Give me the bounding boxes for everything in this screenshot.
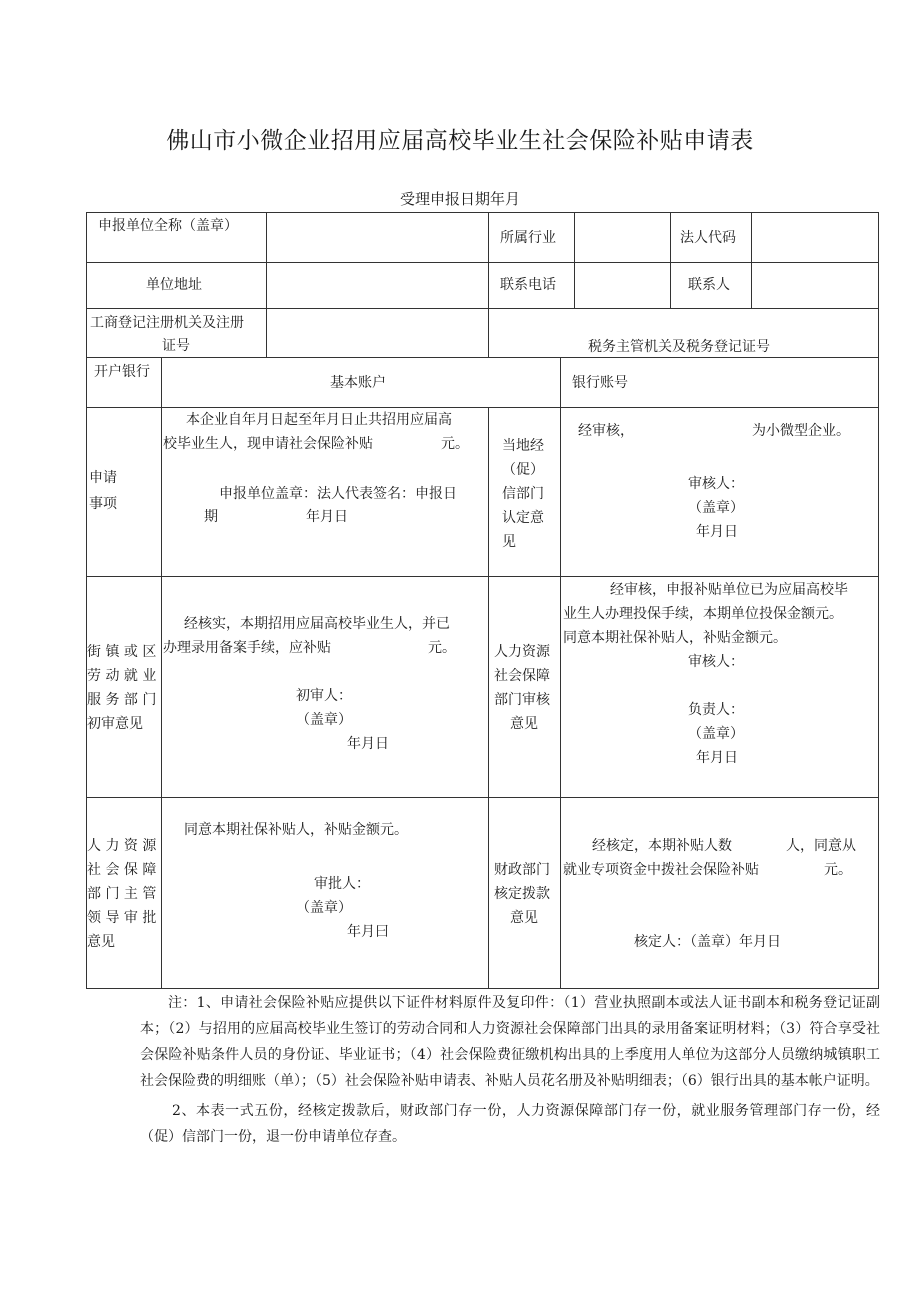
street-dept-label: 街 镇 或 区 — [87, 644, 157, 660]
econ-seal: （盖章） — [688, 500, 744, 516]
verification-text: 经核实，本期招用应届高校毕业生人，并已 — [184, 616, 450, 632]
address-label: 单位地址 — [146, 277, 202, 293]
finance-dept-label: 意见 — [510, 910, 538, 926]
applicant-signature-line: 申报单位盖章：法人代表签名：申报日 — [219, 486, 457, 502]
first-reviewer: 初审人： — [296, 688, 352, 704]
approval-seal: （盖章） — [296, 900, 352, 916]
icr-number-field[interactable] — [267, 309, 487, 356]
hrss-responsible: 负责人： — [688, 702, 744, 718]
industry-field[interactable] — [575, 213, 669, 261]
econ-dept-label: 当地经 — [502, 438, 544, 454]
application-items-label: 申请 — [89, 470, 117, 486]
econ-dept-label: 信部门 — [502, 486, 544, 502]
col-divider — [161, 357, 162, 407]
bank-label: 开户银行 — [94, 364, 150, 380]
legal-code-label: 法人代码 — [680, 230, 736, 246]
application-text: 校毕业生人，现申请社会保险补贴 — [163, 436, 373, 452]
col-divider — [488, 212, 489, 308]
contact-label: 联系人 — [688, 277, 730, 293]
hrss-date: 年月日 — [696, 750, 738, 766]
hrss-review-label: 人力资源 — [494, 644, 550, 660]
industry-label: 所属行业 — [500, 230, 556, 246]
unit-name-label: 申报单位全称（盖章） — [98, 218, 238, 234]
applicant-date: 年月日 — [306, 509, 348, 525]
hrss-review-label: 意见 — [510, 716, 538, 732]
first-review-seal: （盖章） — [296, 712, 352, 728]
econ-review-text: 经审核， — [578, 423, 634, 439]
hrss-review-text: 同意本期社保补贴人，补贴金额元。 — [563, 630, 787, 646]
approval-date: 年月曰 — [347, 924, 389, 940]
econ-dept-label: 认定意 — [502, 510, 544, 526]
hrss-seal: （盖章） — [688, 726, 744, 742]
notes — [140, 990, 880, 1150]
econ-dept-label: 见 — [502, 534, 516, 550]
finance-text: 就业专项资金中拨社会保险补贴 — [563, 862, 759, 878]
applicant-date-prefix: 期 — [204, 509, 218, 525]
col-divider — [488, 407, 489, 988]
application-text-unit: 元。 — [441, 436, 469, 452]
hrss-review-text: 业生人办理投保手续，本期单位投保金额元。 — [563, 606, 843, 622]
econ-review-text: 为小微型企业。 — [752, 423, 850, 439]
approver: 审批人： — [314, 876, 370, 892]
econ-date: 年月日 — [696, 524, 738, 540]
hrss-leader-label: 部 门 主 管 — [87, 886, 157, 902]
row-divider — [86, 576, 879, 577]
col-divider — [670, 212, 671, 308]
econ-reviewer: 审核人： — [688, 476, 744, 492]
finance-text: 经核定，本期补贴人数 — [592, 838, 732, 854]
icr-label-line2: 证号 — [162, 338, 190, 354]
street-dept-label: 服 务 部 门 — [87, 692, 157, 708]
icr-label-line1: 工商登记注册机关及注册 — [90, 315, 244, 331]
hrss-review-label: 社会保障 — [494, 668, 550, 684]
tax-registration-label: 税务主管机关及税务登记证号 — [588, 339, 770, 355]
hrss-leader-label: 领 导 审 批 — [87, 910, 157, 926]
finance-text-unit: 元。 — [824, 862, 852, 878]
first-review-date: 年月日 — [347, 736, 389, 752]
col-divider — [560, 407, 561, 988]
table-border-right — [878, 212, 879, 989]
hrss-leader-label: 社 会 保 障 — [87, 862, 157, 878]
basic-account-label: 基本账户 — [330, 375, 386, 391]
row-divider — [86, 797, 879, 798]
phone-field[interactable] — [575, 263, 669, 307]
finance-text: 人，同意从 — [786, 838, 856, 854]
econ-dept-label: （促） — [502, 462, 544, 478]
street-dept-label: 劳 动 就 业 — [87, 668, 157, 684]
page-title: 佛山市小微企业招用应届高校毕业生社会保险补贴申请表 — [166, 128, 754, 154]
filing-date-line: 受理申报日期年月 — [399, 190, 520, 208]
finance-verifier: 核定人：（盖章）年月日 — [634, 934, 781, 950]
hrss-leader-label: 意见 — [87, 934, 115, 950]
application-items-label: 事项 — [89, 496, 117, 512]
col-divider — [560, 357, 561, 407]
bank-account-label: 银行账号 — [572, 375, 628, 391]
approval-text: 同意本期社保补贴人，补贴金额元。 — [184, 822, 408, 838]
verification-text-unit: 元。 — [428, 640, 456, 656]
verification-text: 办理录用备案手续，应补贴 — [163, 640, 331, 656]
hrss-reviewer: 审核人： — [688, 654, 744, 670]
application-text: 本企业自年月日起至年月日止共招用应届高 — [186, 412, 452, 428]
col-divider — [488, 308, 489, 357]
finance-dept-label: 财政部门 — [494, 862, 550, 878]
hrss-leader-label: 人 力 资 源 — [87, 838, 157, 854]
finance-dept-label: 核定拨款 — [494, 886, 550, 902]
table-border-bottom — [86, 988, 879, 989]
note-item: 注：1、申请社会保险补贴应提供以下证件材料原件及复印件：（1）营业执照副本或法人证书副本和税务登记证副本；（2）与招用的应届高校毕业生签订的劳动合同和人力资源社会保障部门出具的录用备案证明材料；（3）符合享受社会保险补贴条件人员的身份证、毕业证书；（4）社会保险费征缴机构出具的上季度用人单位为这部分人员缴纳城镇职工社会保险费的明细账（单）；（5）社会保险补贴申请表、补贴人员花名册及补贴明细表；（6）银行出具的基本帐户证明。 — [140, 995, 880, 1089]
unit-name-field[interactable] — [267, 213, 487, 261]
address-field[interactable] — [267, 263, 487, 307]
street-dept-label: 初审意见 — [87, 716, 143, 732]
col-divider — [161, 407, 162, 988]
legal-code-field[interactable] — [752, 213, 877, 261]
phone-label: 联系电话 — [500, 277, 556, 293]
hrss-review-text: 经审核，申报补贴单位已为应届高校毕 — [610, 582, 848, 598]
contact-field[interactable] — [752, 263, 877, 307]
hrss-review-label: 部门审核 — [494, 692, 550, 708]
note-item: 2、本表一式五份，经核定拨款后，财政部门存一份，人力资源保障部门存一份，就业服务管理部门存一份，经（促）信部门一份，退一份申请单位存查。 — [140, 1103, 880, 1145]
